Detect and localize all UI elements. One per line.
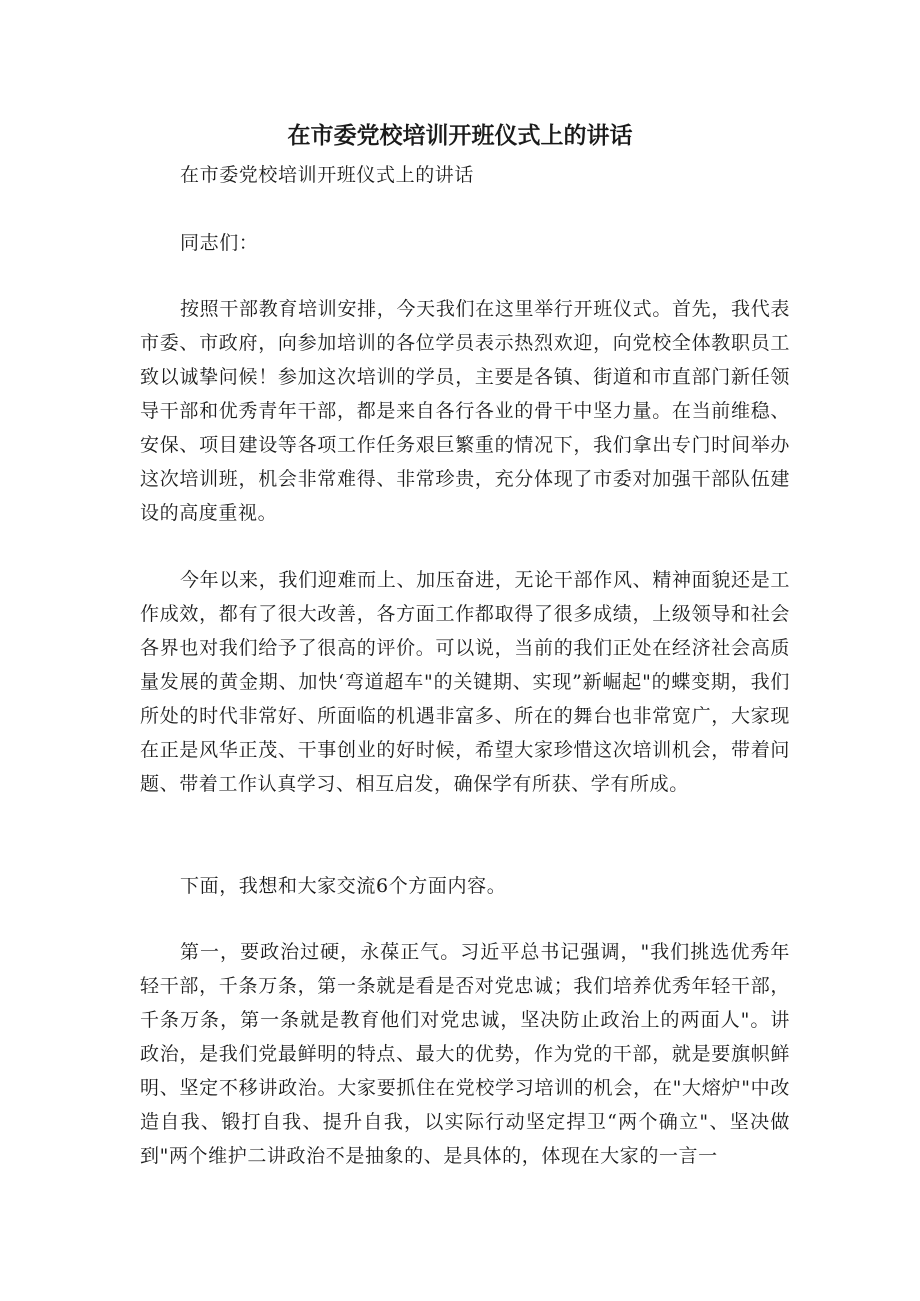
- document-title: 在市委党校培训开班仪式上的讲话: [287, 123, 633, 149]
- paragraph-transition: 下面，我想和大家交流6个方面内容。: [180, 875, 507, 897]
- paragraph-opening: 按照干部教育培训安排，今天我们在这里举行开班仪式。首先，我代表市委、市政府，向参加培训的各位学员表示热烈欢迎，向党校全体教职员工致以诚挚问候！参加这次培训的学员，主要是各镇、街道和市直部门新任领导干部和优秀青年干部，都是来自各行各业的骨干中坚力量。在当前维稳、安保、项目建设等各项工作任务艰巨繁重的情况下，我们拿出专门时间举办这次培训班，机会非常难得、非常珍贵，充分体现了市委对加强干部队伍建设的高度重视。: [140, 298, 790, 524]
- paragraph-achievements: 今年以来，我们迎难而上、加压奋进，无论干部作风、精神面貌还是工作成效，都有了很大改善，各方面工作都取得了很多成绩，上级领导和社会各界也对我们给予了很高的评价。可以说，当前的我们正处在经济社会高质量发展的黄金期、加快‘弯道超车"的关键期、实现”新崛起"的蝶变期，我们所处的时代非常好、所面临的机遇非富多、所在的舞台也非常宽广，大家现在正是风华正茂、干事创业的好时候，希望大家珍惜这次培训机会，带着问题、带着工作认真学习、相互启发，确保学有所获、学有所成。: [140, 569, 790, 795]
- paragraph-point-one: 第一，要政治过硬，永葆正气。习近平总书记强调，"我们挑选优秀年轻干部，千条万条，第一条就是看是否对党忠诚；我们培养优秀年轻干部，千条万条，第一条就是教育他们对党忠诚，坚决防止政治上的两面人"。讲政治，是我们党最鲜明的特点、最大的优势，作为党的干部，就是要旗帜鲜明、坚定不移讲政治。大家要抓住在党校学习培训的机会，在"大熔炉"中改造自我、锻打自我、提升自我，以实际行动坚定捍卫“两个确立"、坚决做到"两个维护二讲政治不是抽象的、是具体的，体现在大家的一言一: [140, 941, 790, 1167]
- document-subtitle: 在市委党校培训开班仪式上的讲话: [180, 164, 475, 186]
- salutation: 同志们：: [180, 232, 259, 254]
